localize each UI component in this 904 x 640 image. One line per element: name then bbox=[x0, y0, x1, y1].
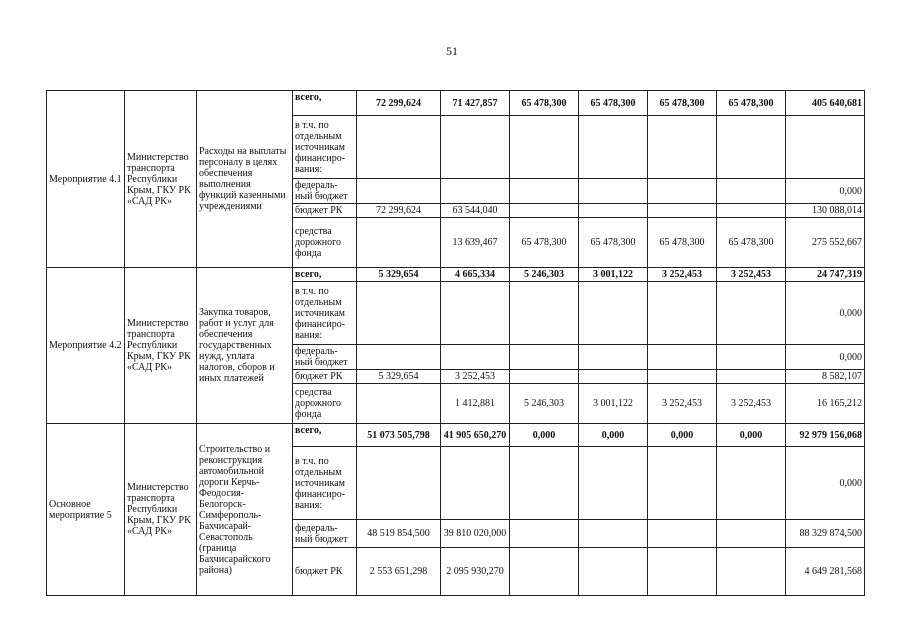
year-value-cell bbox=[510, 345, 579, 370]
year-value-cell bbox=[357, 116, 441, 179]
year-value-cell bbox=[357, 447, 441, 520]
year-value-cell bbox=[510, 520, 579, 548]
total-value-cell: 0,000 bbox=[786, 447, 865, 520]
funding-source-cell: федераль-ный бюджет bbox=[293, 179, 357, 204]
funding-source-cell: федераль-ный бюджет bbox=[293, 345, 357, 370]
executor-cell: Министерство транспорта Республики Крым, ГКУ РК «САД РК» bbox=[125, 91, 197, 268]
total-value-cell: 88 329 874,500 bbox=[786, 520, 865, 548]
year-value-cell bbox=[579, 282, 648, 345]
funding-source-cell: в т.ч. по отдельным источникам финансиро-вания: bbox=[293, 282, 357, 345]
year-value-cell bbox=[648, 548, 717, 596]
total-value-cell: 4 649 281,568 bbox=[786, 548, 865, 596]
year-value-cell: 51 073 505,798 bbox=[357, 424, 441, 447]
year-value-cell bbox=[579, 370, 648, 384]
executor-cell: Министерство транспорта Республики Крым, ГКУ РК «САД РК» bbox=[125, 424, 197, 596]
funding-source-cell: всего, bbox=[293, 424, 357, 447]
year-value-cell bbox=[648, 520, 717, 548]
year-value-cell bbox=[357, 282, 441, 345]
year-value-cell: 65 478,300 bbox=[510, 218, 579, 268]
year-value-cell: 3 252,453 bbox=[717, 268, 786, 282]
year-value-cell: 65 478,300 bbox=[510, 91, 579, 116]
total-value-cell: 0,000 bbox=[786, 179, 865, 204]
table-row-total bbox=[47, 424, 865, 447]
year-value-cell bbox=[717, 179, 786, 204]
funding-source-cell: всего, bbox=[293, 268, 357, 282]
funding-source-cell: средства дорожного фонда bbox=[293, 384, 357, 424]
year-value-cell bbox=[648, 116, 717, 179]
year-value-cell bbox=[357, 345, 441, 370]
funding-source-cell: федераль-ный бюджет bbox=[293, 520, 357, 548]
table-row-total bbox=[47, 268, 865, 282]
year-value-cell bbox=[579, 179, 648, 204]
year-value-cell bbox=[441, 179, 510, 204]
year-value-cell bbox=[648, 345, 717, 370]
year-value-cell bbox=[717, 116, 786, 179]
year-value-cell bbox=[579, 345, 648, 370]
year-value-cell bbox=[357, 384, 441, 424]
year-value-cell bbox=[510, 282, 579, 345]
year-value-cell: 5 246,303 bbox=[510, 268, 579, 282]
year-value-cell: 4 665,334 bbox=[441, 268, 510, 282]
funding-source-cell: бюджет РК bbox=[293, 204, 357, 218]
total-value-cell: 92 979 156,068 bbox=[786, 424, 865, 447]
year-value-cell bbox=[717, 282, 786, 345]
year-value-cell bbox=[579, 204, 648, 218]
year-value-cell: 39 810 020,000 bbox=[441, 520, 510, 548]
year-value-cell: 65 478,300 bbox=[648, 218, 717, 268]
year-value-cell: 2 095 930,270 bbox=[441, 548, 510, 596]
year-value-cell: 13 639,467 bbox=[441, 218, 510, 268]
year-value-cell: 5 246,303 bbox=[510, 384, 579, 424]
description-cell: Расходы на выплаты персоналу в целях обеспечения выполнения функций казенными учреждениями bbox=[197, 91, 293, 268]
year-value-cell bbox=[510, 548, 579, 596]
description-cell: Строительство и реконструкция автомобильной дороги Керчь-Феодосия-Белогорск-Симферополь-Бахчисарай-Севастополь (граница Бахчисарайского района) bbox=[197, 424, 293, 596]
event-cell: Основное мероприятие 5 bbox=[47, 424, 125, 596]
year-value-cell bbox=[441, 116, 510, 179]
total-value-cell: 0,000 bbox=[786, 345, 865, 370]
year-value-cell: 0,000 bbox=[510, 424, 579, 447]
year-value-cell: 72 299,624 bbox=[357, 204, 441, 218]
event-cell: Мероприятие 4.1 bbox=[47, 91, 125, 268]
total-value-cell: 24 747,319 bbox=[786, 268, 865, 282]
year-value-cell bbox=[648, 179, 717, 204]
year-value-cell bbox=[717, 204, 786, 218]
funding-source-cell: всего, bbox=[293, 91, 357, 116]
year-value-cell: 72 299,624 bbox=[357, 91, 441, 116]
total-value-cell: 0,000 bbox=[786, 282, 865, 345]
year-value-cell bbox=[717, 520, 786, 548]
year-value-cell: 71 427,857 bbox=[441, 91, 510, 116]
year-value-cell bbox=[441, 447, 510, 520]
year-value-cell bbox=[717, 447, 786, 520]
event-cell: Мероприятие 4.2 bbox=[47, 268, 125, 424]
year-value-cell: 0,000 bbox=[717, 424, 786, 447]
year-value-cell: 5 329,654 bbox=[357, 268, 441, 282]
funding-source-cell: в т.ч. по отдельным источникам финансиро-вания: bbox=[293, 447, 357, 520]
year-value-cell bbox=[648, 282, 717, 345]
year-value-cell bbox=[648, 447, 717, 520]
executor-cell: Министерство транспорта Республики Крым, ГКУ РК «САД РК» bbox=[125, 268, 197, 424]
year-value-cell: 63 544,040 bbox=[441, 204, 510, 218]
year-value-cell: 3 252,453 bbox=[717, 384, 786, 424]
total-value-cell: 8 582,107 bbox=[786, 370, 865, 384]
year-value-cell: 3 001,122 bbox=[579, 384, 648, 424]
year-value-cell bbox=[717, 345, 786, 370]
year-value-cell: 3 001,122 bbox=[579, 268, 648, 282]
year-value-cell bbox=[579, 447, 648, 520]
table-row-total bbox=[47, 91, 865, 116]
year-value-cell: 65 478,300 bbox=[579, 91, 648, 116]
total-value-cell bbox=[786, 116, 865, 179]
year-value-cell bbox=[579, 116, 648, 179]
year-value-cell bbox=[510, 204, 579, 218]
year-value-cell bbox=[510, 179, 579, 204]
funding-source-cell: бюджет РК bbox=[293, 370, 357, 384]
year-value-cell bbox=[510, 116, 579, 179]
year-value-cell bbox=[510, 370, 579, 384]
total-value-cell: 130 088,014 bbox=[786, 204, 865, 218]
year-value-cell bbox=[357, 218, 441, 268]
year-value-cell: 5 329,654 bbox=[357, 370, 441, 384]
year-value-cell bbox=[357, 179, 441, 204]
year-value-cell bbox=[510, 447, 579, 520]
year-value-cell: 65 478,300 bbox=[579, 218, 648, 268]
page-number: 51 bbox=[446, 44, 458, 58]
year-value-cell: 41 905 650,270 bbox=[441, 424, 510, 447]
year-value-cell bbox=[648, 204, 717, 218]
year-value-cell: 1 412,881 bbox=[441, 384, 510, 424]
year-value-cell: 65 478,300 bbox=[717, 218, 786, 268]
year-value-cell: 2 553 651,298 bbox=[357, 548, 441, 596]
funding-source-cell: средства дорожного фонда bbox=[293, 218, 357, 268]
description-cell: Закупка товаров, работ и услуг для обеспечения государственных нужд, уплата налогов, сборов и иных платежей bbox=[197, 268, 293, 424]
year-value-cell bbox=[648, 370, 717, 384]
year-value-cell bbox=[579, 548, 648, 596]
total-value-cell: 16 165,212 bbox=[786, 384, 865, 424]
total-value-cell: 275 552,667 bbox=[786, 218, 865, 268]
year-value-cell: 3 252,453 bbox=[648, 384, 717, 424]
year-value-cell: 48 519 854,500 bbox=[357, 520, 441, 548]
year-value-cell bbox=[717, 548, 786, 596]
year-value-cell: 65 478,300 bbox=[717, 91, 786, 116]
funding-source-cell: в т.ч. по отдельным источникам финансиро-вания: bbox=[293, 116, 357, 179]
year-value-cell bbox=[717, 370, 786, 384]
total-value-cell: 405 640,681 bbox=[786, 91, 865, 116]
year-value-cell: 3 252,453 bbox=[441, 370, 510, 384]
year-value-cell bbox=[579, 520, 648, 548]
year-value-cell bbox=[441, 282, 510, 345]
year-value-cell: 0,000 bbox=[579, 424, 648, 447]
year-value-cell: 65 478,300 bbox=[648, 91, 717, 116]
budget-table-body bbox=[47, 91, 865, 596]
year-value-cell: 3 252,453 bbox=[648, 268, 717, 282]
budget-table bbox=[46, 90, 865, 596]
year-value-cell: 0,000 bbox=[648, 424, 717, 447]
year-value-cell bbox=[441, 345, 510, 370]
funding-source-cell: бюджет РК bbox=[293, 548, 357, 596]
